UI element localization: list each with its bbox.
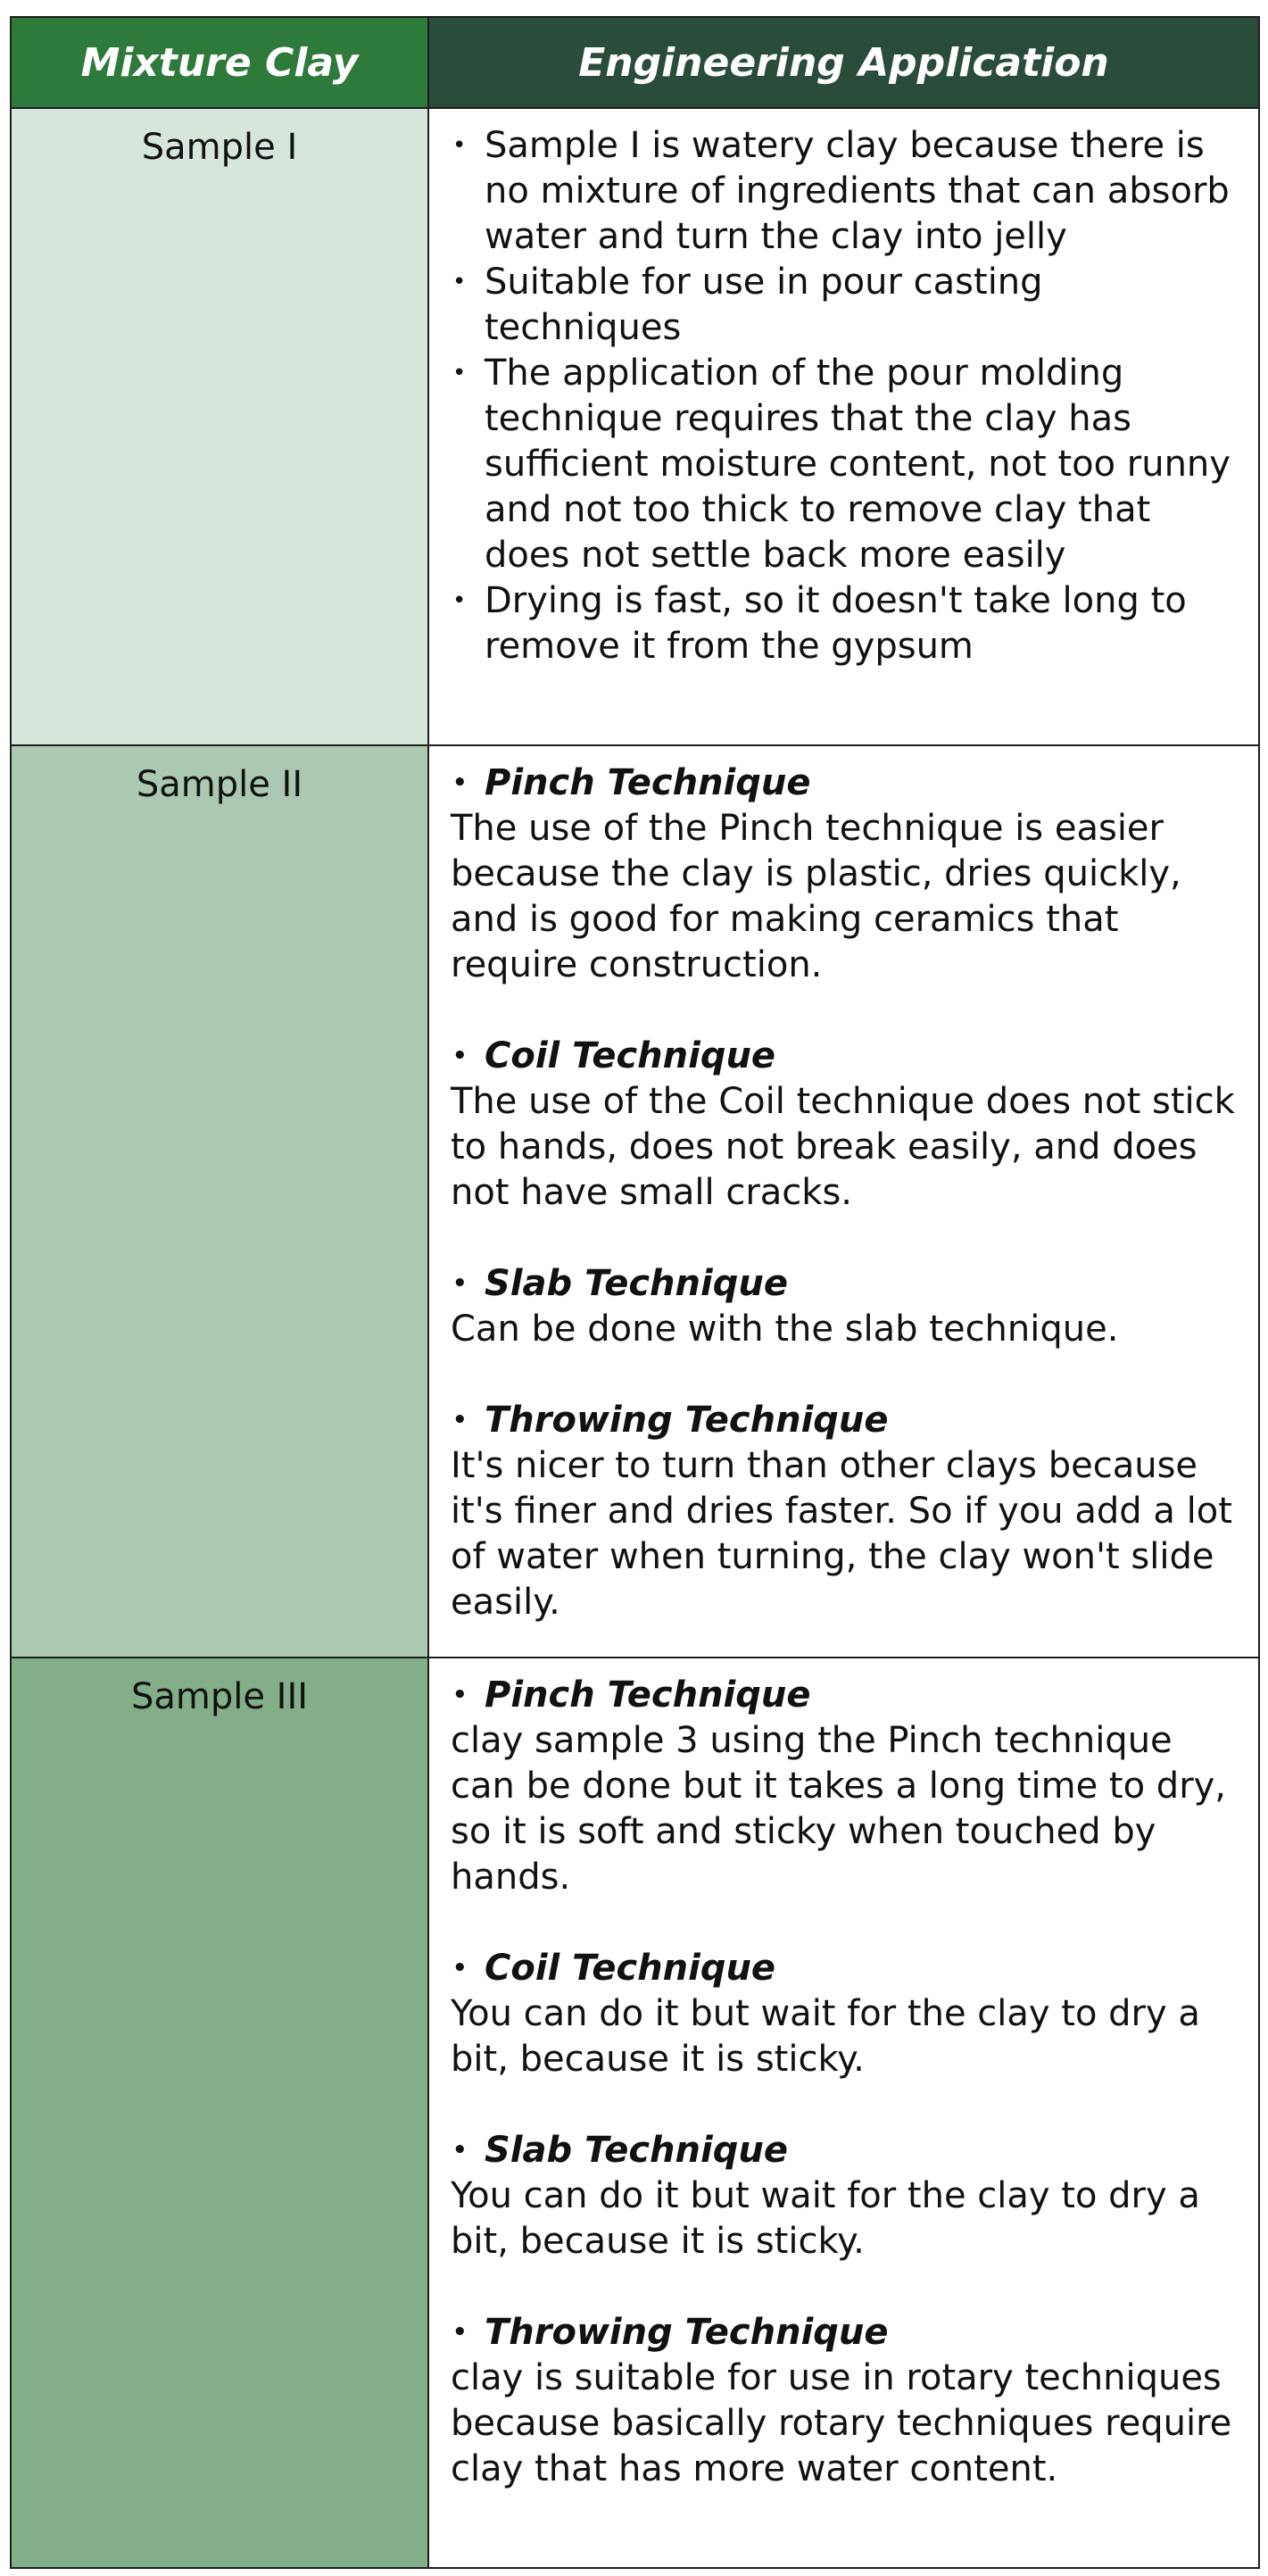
technique-block [451, 760, 1240, 988]
technique-name: Throwing Technique [485, 1400, 889, 1441]
bullet-icon: • [452, 587, 467, 614]
application-cell [428, 108, 1259, 745]
bullet-icon: • [452, 1955, 468, 1982]
bullet-icon: • [452, 1043, 468, 1069]
bullet-item [451, 123, 1240, 260]
technique-block [451, 1398, 1240, 1625]
table-row [11, 745, 1259, 1658]
technique-description: You can do it but wait for the clay to dry a bit, because it is sticky. [451, 2175, 1200, 2262]
sample-name-cell: Sample I [11, 108, 428, 745]
header-mixture-clay: Mixture Clay [11, 17, 428, 108]
technique-block [451, 1673, 1240, 1900]
bullet-icon: • [452, 2137, 468, 2164]
technique-block [451, 2128, 1240, 2264]
bullet-text: The application of the pour molding technique requires that the clay has sufficient moisture content, not too runny and not too thick to remove clay that does not settle back more easily [485, 353, 1231, 576]
bullet-icon: • [452, 769, 468, 796]
technique-heading [451, 2310, 1240, 2356]
table-header-row [11, 17, 1259, 108]
technique-name: Pinch Technique [485, 762, 811, 803]
bullet-item [451, 351, 1240, 578]
header-engineering-application: Engineering Application [428, 17, 1259, 108]
technique-heading [451, 1261, 1240, 1307]
table-row [11, 1658, 1259, 2568]
technique-heading [451, 1673, 1240, 1718]
technique-heading [451, 1398, 1240, 1443]
technique-name: Pinch Technique [485, 1674, 811, 1716]
technique-name: Coil Technique [485, 1035, 776, 1076]
bullet-list [451, 123, 1240, 669]
technique-block [451, 1261, 1240, 1352]
application-cell [428, 745, 1259, 1658]
bullet-icon: • [452, 1270, 468, 1297]
bullet-text: Suitable for use in pour casting techniques [485, 262, 1043, 348]
bullet-item [451, 578, 1240, 669]
technique-description: Can be done with the slab technique. [451, 1309, 1119, 1350]
technique-block [451, 2310, 1240, 2492]
bullet-icon: • [452, 360, 467, 386]
technique-name: Coil Technique [485, 1948, 776, 1989]
application-cell [428, 1658, 1259, 2568]
bullet-icon: • [452, 132, 467, 159]
technique-name: Throwing Technique [485, 2312, 889, 2353]
technique-description: The use of the Coil technique does not stick to hands, does not break easily, and does not have small cracks. [451, 1081, 1235, 1213]
bullet-icon: • [452, 1682, 468, 1708]
technique-heading [451, 760, 1240, 806]
technique-description: It's nicer to turn than other clays because it's finer and dries faster. So if you add a lot of water when turning, the clay won't slide easily. [451, 1445, 1232, 1623]
technique-heading [451, 1034, 1240, 1079]
bullet-icon: • [452, 2319, 468, 2346]
sample-name-cell: Sample II [11, 745, 428, 1658]
technique-heading [451, 1946, 1240, 1991]
technique-name: Slab Technique [485, 2130, 788, 2171]
table-row [11, 108, 1259, 745]
technique-block [451, 1034, 1240, 1216]
technique-heading [451, 2128, 1240, 2173]
bullet-text: Sample I is watery clay because there is no mixture of ingredients that can absorb water and turn the clay into jelly [485, 125, 1230, 257]
technique-description: clay is suitable for use in rotary techniques because basically rotary techniques require clay that has more water content. [451, 2357, 1232, 2489]
technique-description: clay sample 3 using the Pinch technique can be done but it takes a long time to dry, so it is soft and sticky when touched by hands. [451, 1720, 1227, 1898]
sample-name-cell: Sample III [11, 1658, 428, 2568]
bullet-icon: • [452, 269, 467, 295]
technique-name: Slab Technique [485, 1263, 788, 1304]
technique-block [451, 1946, 1240, 2082]
technique-description: The use of the Pinch technique is easier because the clay is plastic, dries quickly, and is good for making ceramics that require construction. [451, 808, 1181, 985]
bullet-item [451, 260, 1240, 351]
technique-description: You can do it but wait for the clay to dry a bit, because it is sticky. [451, 1993, 1200, 2080]
clay-engineering-table [10, 16, 1260, 2569]
bullet-text: Drying is fast, so it doesn't take long to remove it from the gypsum [485, 580, 1187, 667]
bullet-icon: • [452, 1407, 468, 1433]
